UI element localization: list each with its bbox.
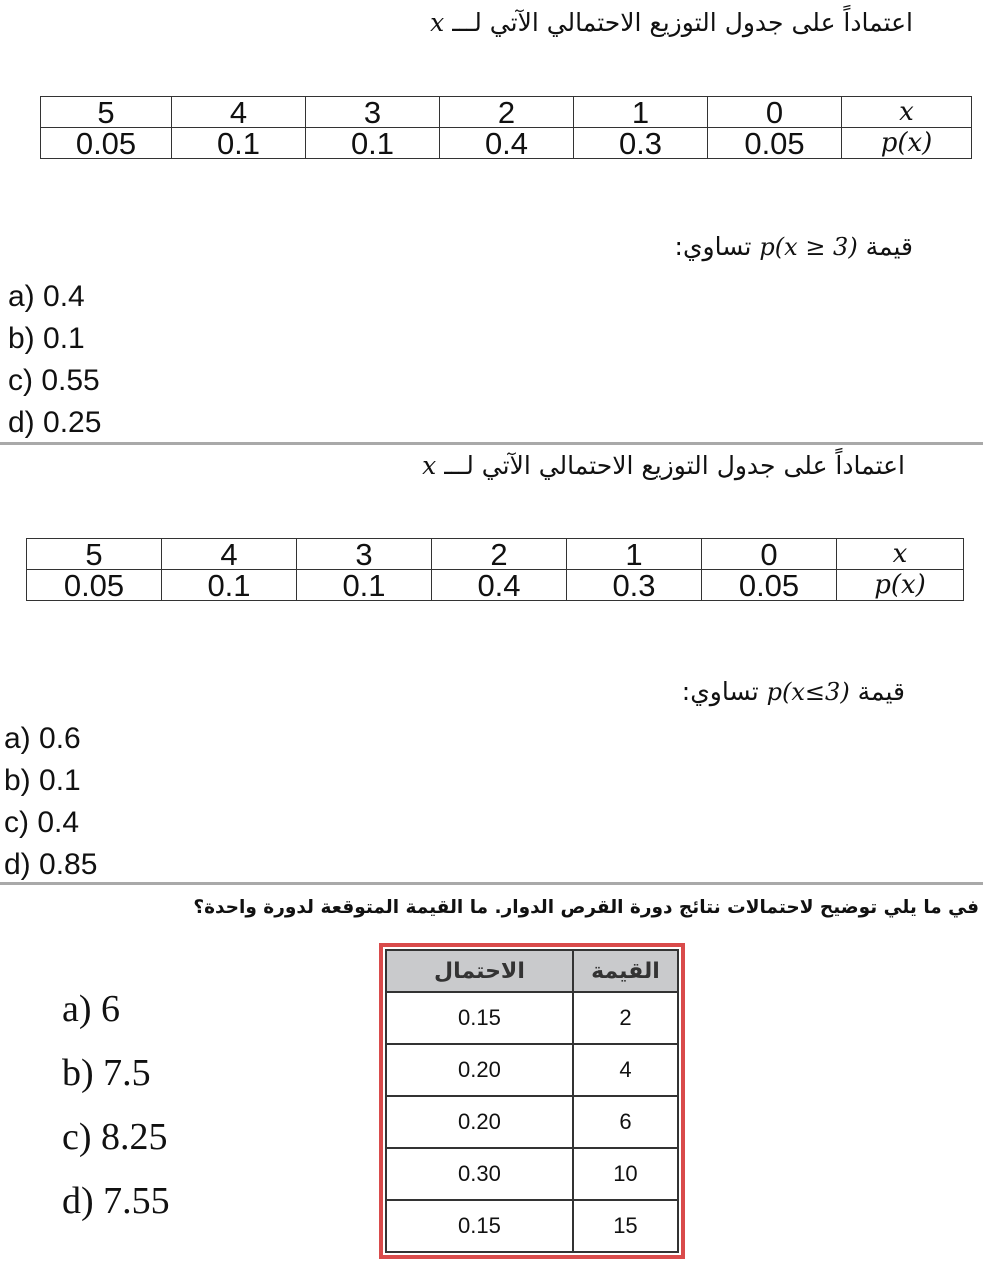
- table-cell: 0.1: [172, 128, 306, 159]
- cell-probability: 0.20: [386, 1044, 573, 1096]
- table-row: [386, 1148, 678, 1200]
- table-row-p: [41, 128, 972, 159]
- cell-probability: 0.15: [386, 1200, 573, 1252]
- query-expression: p(x ≥ 3): [759, 233, 858, 261]
- table-cell: 1: [574, 97, 708, 128]
- cell-value: 10: [573, 1148, 678, 1200]
- table-row: [386, 992, 678, 1044]
- header-value: القيمة: [573, 950, 678, 992]
- cell-value: 15: [573, 1200, 678, 1252]
- option-d[interactable]: d) 7.55: [62, 1180, 170, 1222]
- table-cell: 0.05: [702, 570, 837, 601]
- distribution-table: [26, 538, 964, 601]
- cell-value: 2: [573, 992, 678, 1044]
- table-cell: 3: [306, 97, 440, 128]
- option-d[interactable]: d) 0.25: [8, 406, 102, 439]
- query-expression: p(x≤3): [766, 678, 850, 706]
- header-probability: الاحتمال: [386, 950, 573, 992]
- query-suffix: تساوي:: [681, 677, 759, 706]
- table-cell: 0.3: [567, 570, 702, 601]
- table-label-x: x: [842, 97, 972, 128]
- intro-text: اعتماداً على جدول التوزيع الاحتمالي الآتي لـــ: [452, 8, 913, 37]
- table-cell: 0.05: [41, 128, 172, 159]
- table-cell: 0.3: [574, 128, 708, 159]
- distribution-table: [40, 96, 972, 159]
- question-2-query: [682, 677, 905, 706]
- query-prefix: قيمة: [857, 677, 905, 706]
- table-cell: 0.1: [162, 570, 297, 601]
- table-cell: 2: [440, 97, 574, 128]
- question-1: [0, 0, 983, 442]
- question-2-intro: [422, 451, 905, 480]
- cell-value: 6: [573, 1096, 678, 1148]
- table-cell: 0: [708, 97, 842, 128]
- table-cell: 4: [172, 97, 306, 128]
- question-1-query: [675, 232, 913, 261]
- option-b[interactable]: b) 0.1: [4, 764, 81, 797]
- option-a[interactable]: a) 0.6: [4, 722, 81, 755]
- table-cell: 0.1: [297, 570, 432, 601]
- table-cell: 0.05: [27, 570, 162, 601]
- table-row-p: [27, 570, 964, 601]
- table-cell: 4: [162, 539, 297, 570]
- query-suffix: تساوي:: [674, 232, 752, 261]
- option-c[interactable]: c) 0.4: [4, 806, 80, 839]
- table-cell: 0: [702, 539, 837, 570]
- cell-probability: 0.30: [386, 1148, 573, 1200]
- option-a[interactable]: a) 0.4: [8, 280, 85, 313]
- table-label-x: x: [837, 539, 964, 570]
- question-3-options: [62, 977, 170, 1233]
- question-3: [0, 882, 983, 1261]
- question-2: [0, 442, 983, 885]
- option-b[interactable]: b) 0.1: [8, 322, 85, 355]
- intro-variable: x: [422, 451, 437, 480]
- table-row-x: [27, 539, 964, 570]
- table-row: [386, 1044, 678, 1096]
- intro-text: اعتماداً على جدول التوزيع الاحتمالي الآتي لـــ: [444, 451, 905, 480]
- table-cell: 0.05: [708, 128, 842, 159]
- table-cell: 1: [567, 539, 702, 570]
- probability-table: [385, 949, 679, 1253]
- query-prefix: قيمة: [865, 232, 913, 261]
- table-label-p: p(x): [842, 128, 972, 159]
- table-header-row: [386, 950, 678, 992]
- table-cell: 5: [41, 97, 172, 128]
- table-cell: 2: [432, 539, 567, 570]
- intro-variable: x: [430, 8, 445, 37]
- option-a[interactable]: a) 6: [62, 988, 121, 1030]
- table-row-x: [41, 97, 972, 128]
- spinner-probability-table: [379, 943, 685, 1259]
- table-row: [386, 1200, 678, 1252]
- question-3-title: في ما يلي توضيح لاحتمالات نتائج دورة القرص الدوار. ما القيمة المتوقعة لدورة واحدة؟: [193, 897, 979, 918]
- question-1-options: [8, 276, 101, 444]
- option-b[interactable]: b) 7.5: [62, 1052, 151, 1094]
- cell-probability: 0.20: [386, 1096, 573, 1148]
- table-cell: 3: [297, 539, 432, 570]
- table-cell: 5: [27, 539, 162, 570]
- cell-probability: 0.15: [386, 992, 573, 1044]
- cell-value: 4: [573, 1044, 678, 1096]
- question-1-intro: [430, 8, 913, 37]
- table-cell: 0.4: [432, 570, 567, 601]
- table-cell: 0.4: [440, 128, 574, 159]
- table-row: [386, 1096, 678, 1148]
- option-d[interactable]: d) 0.85: [4, 848, 98, 881]
- table-label-p: p(x): [837, 570, 964, 601]
- option-c[interactable]: c) 8.25: [62, 1116, 168, 1158]
- table-cell: 0.1: [306, 128, 440, 159]
- question-2-options: [4, 718, 97, 886]
- option-c[interactable]: c) 0.55: [8, 364, 100, 397]
